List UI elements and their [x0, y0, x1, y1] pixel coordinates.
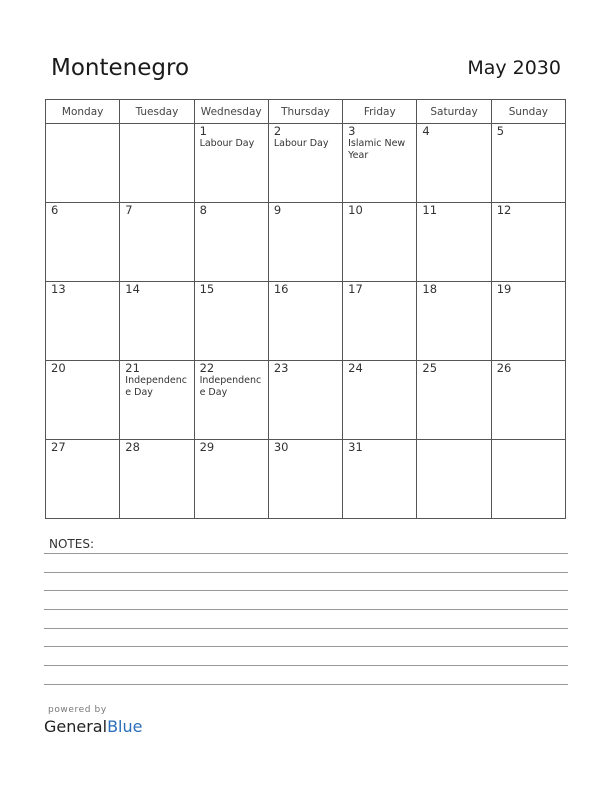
day-cell [491, 124, 565, 203]
day-number: 12 [496, 203, 512, 217]
day-cell [268, 124, 342, 203]
weekday-header: Tuesday [120, 100, 194, 124]
day-number: 19 [496, 282, 512, 296]
day-cell [268, 282, 342, 361]
day-number: 14 [125, 282, 140, 296]
week-row [46, 440, 566, 519]
day-number: 1 [199, 124, 207, 138]
day-number: 23 [273, 361, 289, 375]
week-row [46, 203, 566, 282]
day-number: 5 [496, 124, 505, 138]
weekday-header: Friday [343, 100, 417, 124]
notes-line [44, 684, 568, 685]
holiday-label: Labour Day [273, 138, 329, 149]
day-number: 10 [348, 203, 363, 217]
holiday-label: Independence Day [199, 375, 262, 398]
day-number: 31 [348, 440, 363, 454]
day-cell [343, 124, 417, 203]
day-number: 3 [348, 124, 356, 138]
day-cell [343, 203, 417, 282]
day-cell [491, 440, 565, 519]
day-cell [120, 282, 194, 361]
holiday-label: Islamic New Year [348, 138, 406, 161]
day-cell [194, 124, 268, 203]
week-row [46, 282, 566, 361]
day-cell [120, 203, 194, 282]
day-cell [194, 361, 268, 440]
weekday-header: Saturday [417, 100, 491, 124]
day-cell [194, 203, 268, 282]
holiday-label: Labour Day [199, 138, 255, 149]
day-cell [268, 440, 342, 519]
day-number: 13 [51, 282, 66, 296]
day-cell [343, 440, 417, 519]
day-cell [194, 282, 268, 361]
day-number: 8 [199, 203, 207, 217]
day-number: 28 [125, 440, 140, 454]
week-row [46, 124, 566, 203]
day-cell [194, 440, 268, 519]
weekday-header: Sunday [491, 100, 565, 124]
day-cell [491, 361, 565, 440]
day-cell [491, 203, 565, 282]
day-number: 17 [348, 282, 363, 296]
day-cell [268, 361, 342, 440]
day-cell [417, 282, 491, 361]
day-cell [46, 440, 120, 519]
weekday-header: Monday [46, 100, 120, 124]
day-cell [120, 440, 194, 519]
notes-line [44, 609, 568, 610]
week-row [46, 361, 566, 440]
day-number: 27 [51, 440, 66, 454]
brand-general: General [44, 717, 108, 736]
day-number: 11 [422, 203, 438, 217]
calendar-grid [45, 99, 566, 519]
day-number: 29 [199, 440, 215, 454]
powered-by-label: powered by [48, 705, 107, 715]
day-number: 22 [199, 361, 215, 375]
day-number: 25 [422, 361, 438, 375]
day-cell [46, 282, 120, 361]
day-cell [120, 361, 194, 440]
notes-line [44, 590, 568, 591]
day-cell [46, 361, 120, 440]
day-cell [120, 124, 194, 203]
day-cell [46, 124, 120, 203]
day-cell [417, 440, 491, 519]
day-cell [343, 282, 417, 361]
day-number: 6 [51, 203, 59, 217]
notes-line [44, 628, 568, 629]
weekday-header: Thursday [268, 100, 342, 124]
day-cell [417, 361, 491, 440]
weekday-header-row [46, 100, 566, 124]
day-number: 24 [348, 361, 363, 375]
brand-logo [44, 717, 142, 736]
weekday-header: Wednesday [194, 100, 268, 124]
notes-line [44, 572, 568, 573]
day-number: 15 [199, 282, 215, 296]
day-cell [46, 203, 120, 282]
day-number: 16 [273, 282, 289, 296]
country-title: Montenegro [51, 55, 190, 81]
notes-line [44, 665, 568, 666]
day-cell [268, 203, 342, 282]
notes-line [44, 553, 568, 554]
day-number: 18 [422, 282, 438, 296]
day-cell [417, 124, 491, 203]
holiday-label: Independence Day [125, 375, 187, 398]
day-number: 7 [125, 203, 133, 217]
brand-blue: Blue [107, 717, 143, 736]
day-number: 30 [273, 440, 289, 454]
day-number: 20 [51, 361, 66, 375]
day-cell [343, 361, 417, 440]
day-number: 4 [422, 124, 430, 138]
notes-label: NOTES: [49, 537, 94, 551]
day-number: 26 [496, 361, 512, 375]
day-number: 9 [273, 203, 282, 217]
notes-line [44, 646, 568, 647]
month-year-title: May 2030 [467, 57, 561, 79]
day-number: 2 [273, 124, 282, 138]
day-number: 21 [125, 361, 140, 375]
day-cell [491, 282, 565, 361]
day-cell [417, 203, 491, 282]
